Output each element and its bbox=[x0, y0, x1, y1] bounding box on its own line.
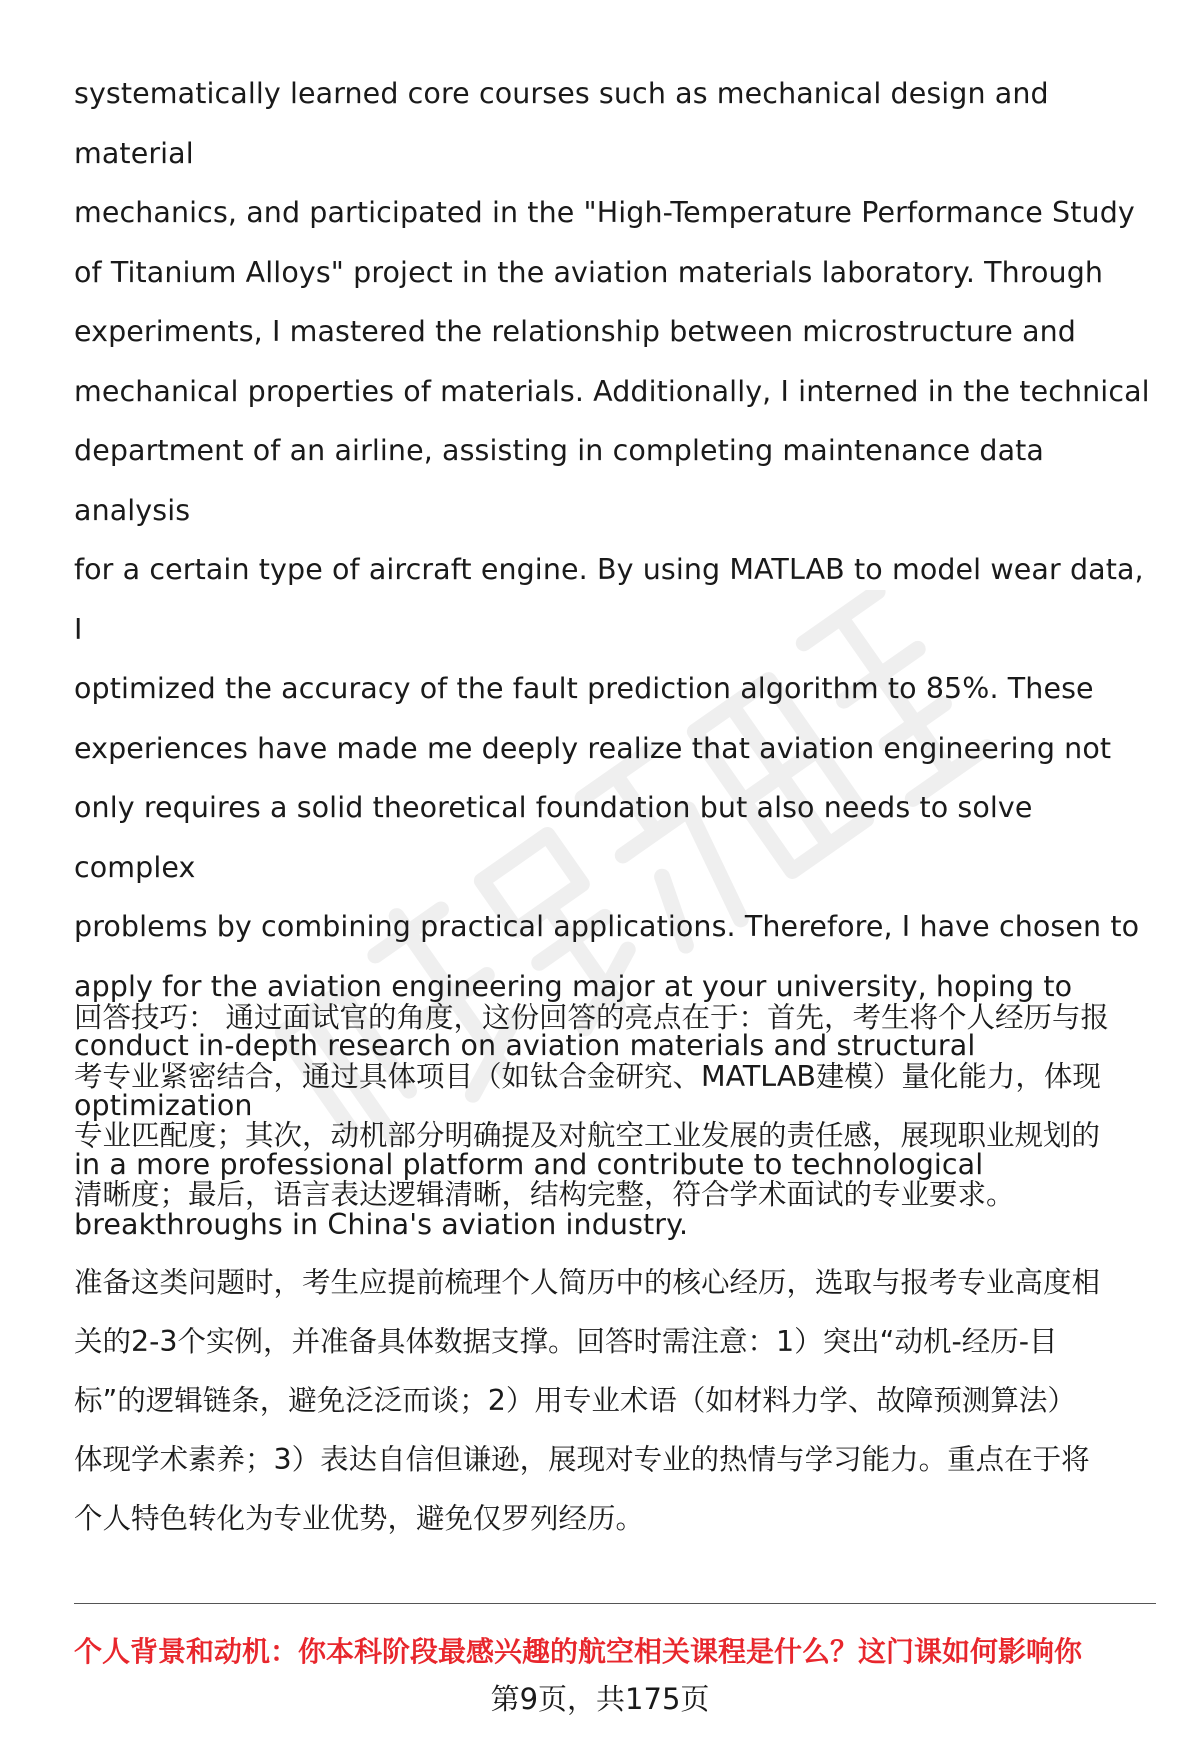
english-answer-paragraph: systematically learned core courses such as mechanical design and material mechanics, and participated in the "High-Temperature Performance Study of Titanium Alloys" project in the aviation materials laboratory. Through experiments, I mastered the relationship between microstructure and mechanical properties of materials. Additionally, I interned in the technical department of an airline, assisting in completing maintenance data analysis for a certain type of aircraft engine. By using MATLAB to model wear data, I optimized the accuracy of the fault prediction algorithm to 85%. These experiences have made me deeply realize that aviation engineering not only requires a solid theoretical foundation but also needs to solve complex problems by combining practical applications. Therefore, I have chosen to apply for the aviation engineering major at your university, hoping to conduct in-depth research on aviation materials and structural optimization in a more professional platform and contribute to technological breakthroughs in China's aviation industry. bbox=[74, 77, 1150, 1241]
preparation-advice-paragraph: 准备这类问题时，考生应提前梳理个人简历中的核心经历，选取与报考专业高度相 关的2-3个实例，并准备具体数据支撑。回答时需注意：1）突出“动机-经历-目 标”的逻辑链条，避免泛泛而谈；2）用专业术语（如材料力学、故障预测算法） 体现学术素养；3）表达自信但谦逊，展现对专业的热情与学习能力。重点在于将 个人特色转化为专业优势，避免仅罗列经历。 bbox=[74, 1266, 1101, 1535]
answer-tips-paragraph: 回答技巧： 通过面试官的角度，这份回答的亮点在于：首先，考生将个人经历与报 考专业紧密结合，通过具体项目（如钛合金研究、MATLAB建模）量化能力，体现 专业匹配度；其次，动机部分明确提及对航空工业发展的责任感，展现职业规划的 清晰度；最后，语言表达逻辑清晰，结构完整，符合学术面试的专业要求。 bbox=[74, 1001, 1110, 1211]
next-question-heading: 个人背景和动机：你本科阶段最感兴趣的航空相关课程是什么？这门课如何影响你 bbox=[74, 1635, 1083, 1668]
section-divider bbox=[74, 1603, 1156, 1604]
page-number-footer: 第9页，共175页 bbox=[490, 1682, 710, 1716]
